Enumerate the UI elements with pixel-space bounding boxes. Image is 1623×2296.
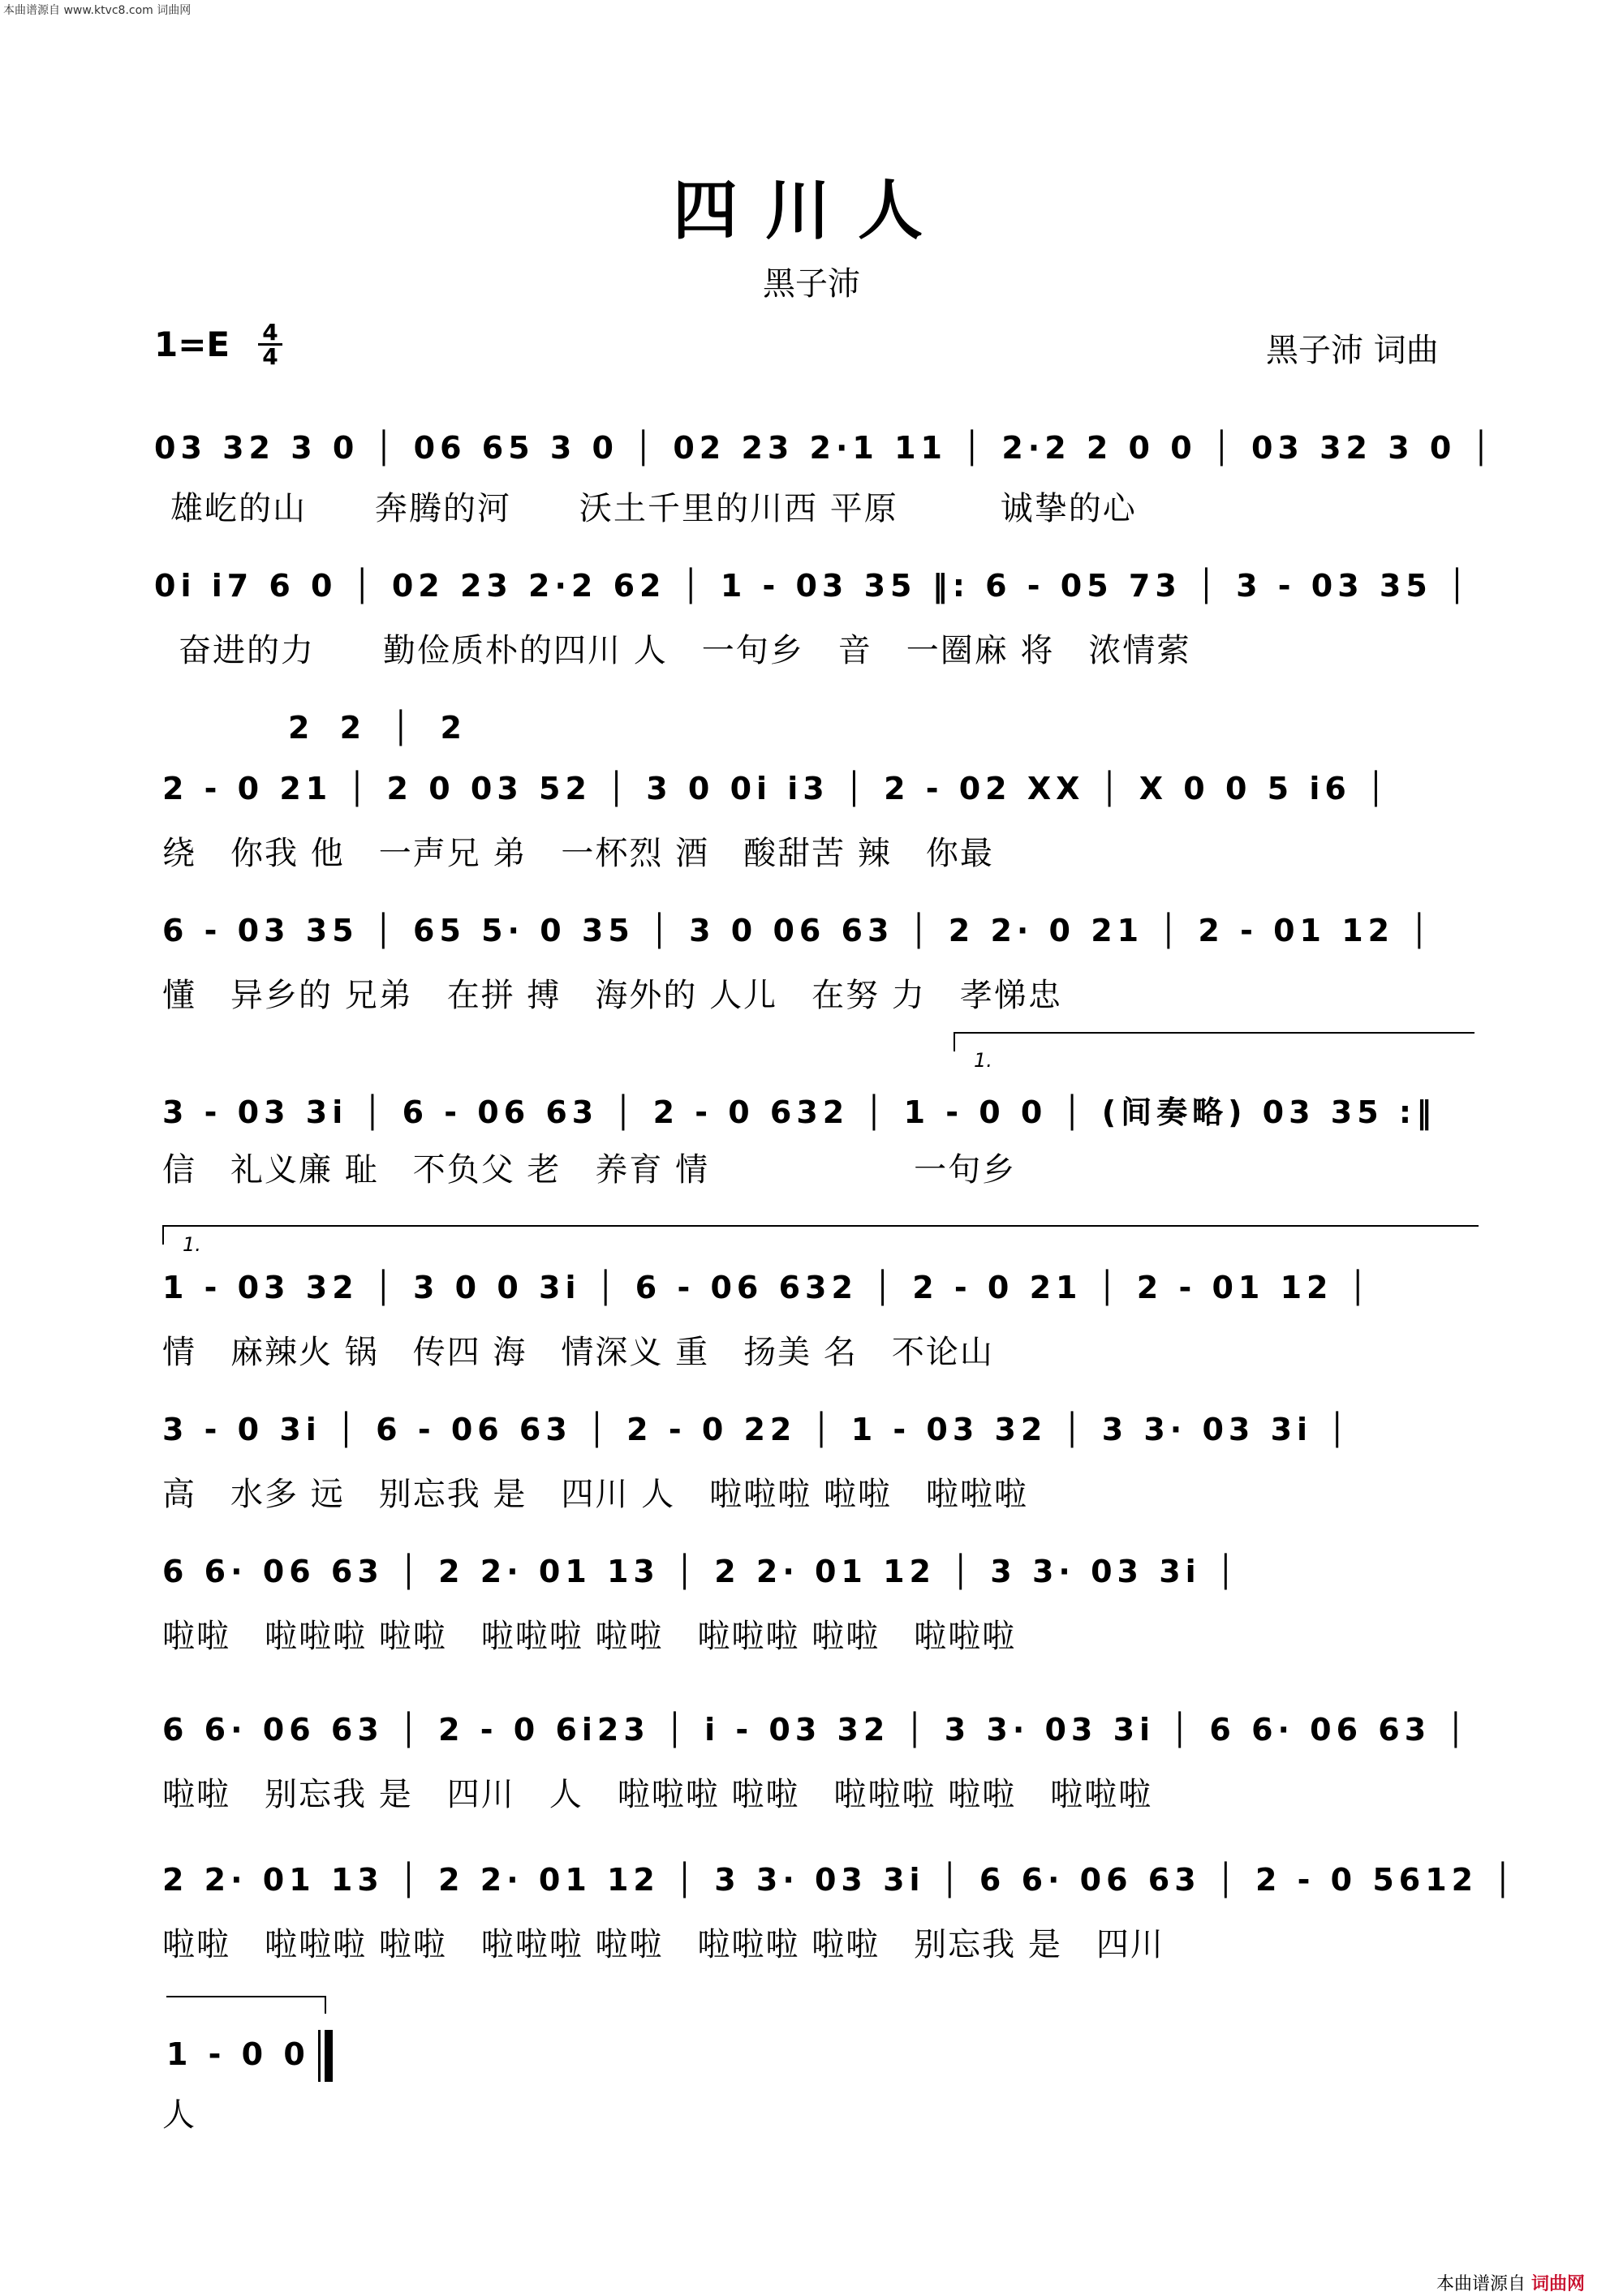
score-row-10-notes: 2 2· 01 13 │ 2 2· 01 12 │ 3 3· 03 3i │ 6 6· 06 63 │ 2 - 0 5612 │	[162, 1862, 1518, 1898]
final-barline-thin	[318, 2030, 321, 2082]
score-row-8-notes: 6 6· 06 63 │ 2 2· 01 13 │ 2 2· 01 12 │ 3 3· 03 3i │	[162, 1554, 1240, 1589]
score-row-8-lyrics: 啦啦 啦啦啦 啦啦 啦啦啦 啦啦 啦啦啦 啦啦 啦啦啦	[162, 1618, 1017, 1655]
score-row-9-lyrics: 啦啦 别忘我 是 四川 人 啦啦啦 啦啦 啦啦啦 啦啦 啦啦啦	[162, 1776, 1153, 1813]
score-row-7-lyrics: 高 水多 远 别忘我 是 四川 人 啦啦啦 啦啦 啦啦啦	[162, 1476, 1028, 1513]
footer-watermark	[1436, 2270, 1585, 2295]
score-row-3-notes: 2 - 0 21 │ 2 0 03 52 │ 3 0 0i i3 │ 2 - 02 XX │ X 0 0 5 i6 │	[162, 771, 1390, 806]
time-signature-top: 4	[262, 319, 278, 346]
score-row-5-notes: 3 - 03 3i │ 6 - 06 63 │ 2 - 0 632 │ 1 - 0 0 │ (间奏略) 03 35 :‖	[162, 1094, 1437, 1130]
song-title: 四川人	[673, 172, 950, 248]
volta-label-2: 1.	[183, 1233, 201, 1256]
volta-bracket-2	[162, 1225, 1479, 1245]
score-row-2-notes: 0i i7 6 0 │ 02 23 2·2 62 │ 1 - 03 35 ‖: 6 - 05 73 │ 3 - 03 35 │	[154, 568, 1471, 604]
composer-credit: 黑子沛 词曲	[1266, 332, 1439, 369]
final-volta-bracket	[166, 1996, 326, 2014]
score-row-5-lyrics: 信 礼义廉 耻 不负父 老 养育 情 一句乡	[162, 1151, 1017, 1189]
volta-label-1: 1.	[974, 1049, 992, 1072]
song-subtitle: 黑子沛	[763, 265, 860, 303]
footer-source-text: 本曲谱源自	[1436, 2274, 1526, 2294]
score-row-6-notes: 1 - 03 32 │ 3 0 0 3i │ 6 - 06 632 │ 2 - 0 21 │ 2 - 01 12 │	[162, 1270, 1372, 1305]
footer-brand[interactable]: 词曲网	[1531, 2274, 1586, 2294]
score-row-1-notes: 03 32 3 0 │ 06 65 3 0 │ 02 23 2·1 11 │ 2·2 2 0 0 │ 03 32 3 0 │	[154, 430, 1496, 466]
score-row-6-lyrics: 情 麻辣火 锅 传四 海 情深义 重 扬美 名 不论山	[162, 1334, 994, 1371]
score-row-10-lyrics: 啦啦 啦啦啦 啦啦 啦啦啦 啦啦 啦啦啦 啦啦 别忘我 是 四川	[162, 1926, 1165, 1963]
score-row-11-lyrics: 人	[162, 2096, 196, 2134]
score-row-7-notes: 3 - 0 3i │ 6 - 06 63 │ 2 - 0 22 │ 1 - 03 32 │ 3 3· 03 3i │	[162, 1412, 1352, 1447]
score-row-3-alt-notes: 2 2 │ 2	[288, 710, 471, 746]
time-signature-bottom: 4	[258, 343, 282, 368]
time-signature	[258, 321, 282, 368]
score-row-2-lyrics: 奋进的力 勤俭质朴的四川 人 一句乡 音 一圈麻 将 浓情萦	[179, 632, 1191, 669]
final-barline-thick	[325, 2030, 333, 2082]
score-row-4-notes: 6 - 03 35 │ 65 5· 0 35 │ 3 0 06 63 │ 2 2· 0 21 │ 2 - 01 12 │	[162, 913, 1434, 948]
score-row-4-lyrics: 懂 异乡的 兄弟 在拼 搏 海外的 人儿 在努 力 孝悌忠	[162, 977, 1062, 1014]
volta-bracket-1	[954, 1032, 1474, 1051]
score-row-3-lyrics: 绕 你我 他 一声兄 弟 一杯烈 酒 酸甜苦 辣 你最	[162, 835, 994, 872]
score-row-11-notes: 1 - 0 0	[166, 2036, 310, 2072]
key-signature: 1=E	[154, 325, 230, 364]
score-row-9-notes: 6 6· 06 63 │ 2 - 0 6i23 │ i - 03 32 │ 3 3· 03 3i │ 6 6· 06 63 │	[162, 1712, 1470, 1748]
source-watermark-top: 本曲谱源自 www.ktvc8.com 词曲网	[3, 4, 192, 17]
score-row-1-lyrics: 雄屹的山 奔腾的河 沃土千里的川西 平原 诚挚的心	[170, 490, 1137, 527]
